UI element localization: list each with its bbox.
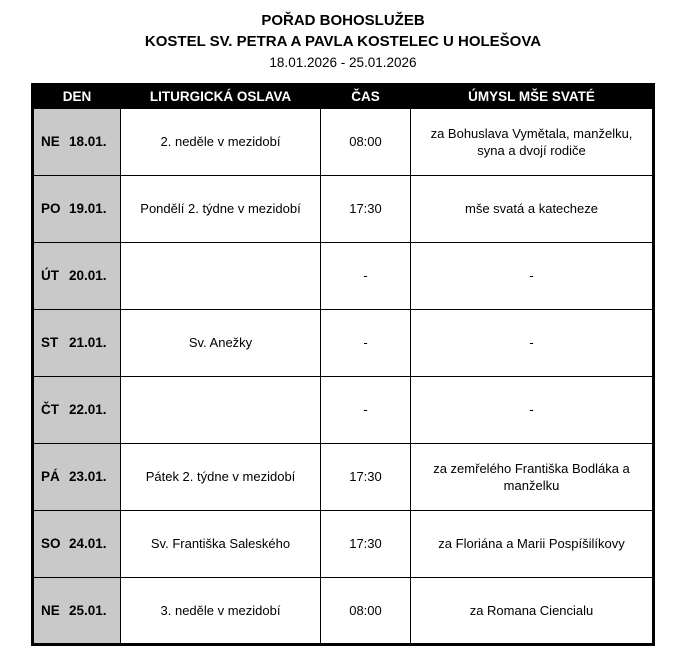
- day-cell: [33, 243, 121, 310]
- day-date: 20.01.: [69, 268, 107, 284]
- day-date: 24.01.: [69, 536, 107, 552]
- day-cell: [33, 377, 121, 444]
- column-header-celebration: LITURGICKÁ OSLAVA: [121, 85, 321, 109]
- intention-cell: za Bohuslava Vymětala, manželku, syna a dvojí rodiče: [411, 109, 654, 176]
- table-row: [33, 444, 654, 511]
- document-header: [0, 0, 686, 73]
- day-abbr: NE: [41, 602, 60, 618]
- table-row: [33, 176, 654, 243]
- time-cell: 17:30: [321, 444, 411, 511]
- time-cell: -: [321, 377, 411, 444]
- day-abbr: ÚT: [41, 268, 59, 284]
- celebration-cell: Sv. Františka Saleského: [121, 511, 321, 578]
- church-name: KOSTEL SV. PETRA A PAVLA KOSTELEC U HOLEŠOVA: [144, 33, 542, 50]
- day-date: 21.01.: [69, 335, 107, 351]
- day-abbr: ČT: [41, 402, 59, 418]
- table-header-row: [33, 85, 654, 109]
- celebration-cell: Pátek 2. týdne v mezidobí: [121, 444, 321, 511]
- table-row: [33, 511, 654, 578]
- page-title: POŘAD BOHOSLUŽEB: [261, 12, 425, 29]
- day-abbr: ST: [41, 335, 59, 351]
- time-cell: 17:30: [321, 176, 411, 243]
- table-row: [33, 243, 654, 310]
- intention-cell: -: [411, 377, 654, 444]
- day-date: 18.01.: [69, 134, 107, 150]
- table-row: [33, 578, 654, 645]
- date-range: 18.01.2026 - 25.01.2026: [269, 55, 417, 70]
- celebration-cell: Pondělí 2. týdne v mezidobí: [121, 176, 321, 243]
- intention-cell: -: [411, 243, 654, 310]
- celebration-cell: Sv. Anežky: [121, 310, 321, 377]
- day-cell: [33, 310, 121, 377]
- day-date: 22.01.: [69, 402, 107, 418]
- service-schedule-table: [31, 83, 655, 646]
- celebration-cell: 3. neděle v mezidobí: [121, 578, 321, 645]
- time-cell: -: [321, 310, 411, 377]
- celebration-cell: [121, 243, 321, 310]
- day-date: 25.01.: [69, 602, 107, 618]
- day-abbr: SO: [41, 536, 61, 552]
- time-cell: 08:00: [321, 578, 411, 645]
- intention-cell: mše svatá a katecheze: [411, 176, 654, 243]
- table-row: [33, 377, 654, 444]
- day-cell: [33, 176, 121, 243]
- day-date: 23.01.: [69, 469, 107, 485]
- intention-cell: za Floriána a Marii Pospíšilíkovy: [411, 511, 654, 578]
- day-cell: [33, 444, 121, 511]
- celebration-cell: 2. neděle v mezidobí: [121, 109, 321, 176]
- time-cell: 17:30: [321, 511, 411, 578]
- time-cell: -: [321, 243, 411, 310]
- day-cell: [33, 578, 121, 645]
- column-header-day: DEN: [33, 85, 121, 109]
- column-header-intention: ÚMYSL MŠE SVATÉ: [411, 85, 654, 109]
- table-row: [33, 310, 654, 377]
- day-cell: [33, 109, 121, 176]
- celebration-cell: [121, 377, 321, 444]
- intention-cell: -: [411, 310, 654, 377]
- column-header-time: ČAS: [321, 85, 411, 109]
- intention-cell: za zemřelého Františka Bodláka a manželku: [411, 444, 654, 511]
- time-cell: 08:00: [321, 109, 411, 176]
- day-abbr: PO: [41, 201, 61, 217]
- day-date: 19.01.: [69, 201, 107, 217]
- day-abbr: NE: [41, 134, 60, 150]
- day-abbr: PÁ: [41, 469, 60, 485]
- day-cell: [33, 511, 121, 578]
- table-row: [33, 109, 654, 176]
- intention-cell: za Romana Ciencialu: [411, 578, 654, 645]
